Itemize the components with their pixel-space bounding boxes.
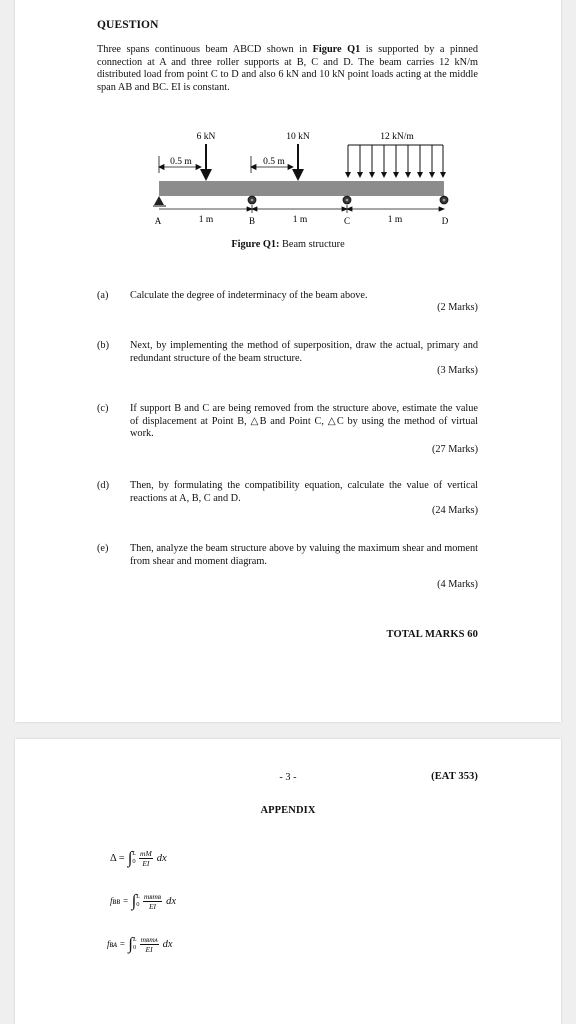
formula-1-numerator: mM (140, 848, 152, 858)
formula-1-lhs: Δ = (110, 852, 125, 864)
load-10kn-label: 10 kN (286, 132, 310, 142)
question-b-text: Next, by implementing the method of superposition, draw the actual, primary and redundant structure of the beam structure. (130, 340, 478, 364)
roller-support-d (440, 196, 448, 204)
formula-1-denominator: EI (142, 858, 150, 868)
page-2 (15, 739, 561, 1024)
formula-3-lhs: fʙᴀ = (107, 939, 126, 949)
formula-2-dx: dx (166, 895, 177, 907)
question-a-text: Calculate the degree of indeterminacy of the beam above. (130, 290, 368, 301)
figure-caption-text: Beam structure (279, 239, 345, 250)
integral-sign-icon: ∫ (128, 934, 133, 953)
formula-2-lower-limit: 0 (136, 901, 140, 908)
formula-1-integral (128, 848, 167, 868)
formula-1-lower-limit: 0 (132, 858, 136, 865)
roller-support-c (343, 196, 351, 204)
formula-2-integral (132, 891, 177, 911)
figure-caption (15, 239, 561, 250)
formula-3-lower-limit: 0 (132, 944, 137, 951)
load-6kn-label: 6 kN (196, 132, 216, 142)
formula-2-upper-limit: L (136, 893, 140, 900)
question-c-letter: (c) (97, 403, 109, 414)
formula-3-numerator: mʙmᴀ (140, 934, 158, 944)
span-dimension-line (159, 205, 444, 213)
figure-reference: Figure Q1 (312, 44, 361, 55)
question-e-text: Then, analyze the beam structure above by valuing the maximum shear and moment from shear and moment diagram. (130, 543, 478, 567)
question-c-marks: (27 Marks) (431, 444, 478, 455)
formula-1-dx: dx (156, 852, 167, 864)
page-1 (15, 0, 561, 722)
span-bc-label: 1 m (292, 215, 308, 225)
formula-2-numerator: mʙmʙ (143, 891, 162, 901)
question-b-marks: (3 Marks) (437, 365, 478, 376)
point-a-label: A (154, 216, 162, 226)
beam-figure (15, 125, 561, 230)
figure-caption-label: Figure Q1: (231, 239, 280, 250)
question-a-letter: (a) (97, 290, 109, 301)
point-d-label: D (441, 216, 449, 226)
point-b-label: B (248, 216, 256, 226)
problem-statement (97, 44, 478, 94)
problem-text-start: Three spans continuous beam ABCD shown in (97, 44, 313, 55)
formula-1-upper-limit: L (132, 850, 137, 857)
dimension-mid-label: 0.5 m (263, 157, 285, 167)
udl-label: 12 kN/m (380, 132, 414, 142)
integral-sign-icon: ∫ (131, 891, 137, 910)
dimension-left-label: 0.5 m (170, 157, 192, 167)
formula-fbb (110, 886, 176, 916)
course-code: (EAT 353) (431, 771, 478, 782)
formula-fba (107, 929, 173, 959)
question-b-letter: (b) (97, 340, 110, 351)
problem-text-end: is supported by a pinned connection at A and three roller supports at B, C and D. The beam carries 12 kN/m distributed load from point C to D and also 6 kN and 10 kN point loads acting at the middle span AB and BC. EI is constant. (97, 44, 479, 93)
question-heading: QUESTION (97, 19, 159, 31)
formula-3-upper-limit: L (132, 936, 137, 943)
beam (159, 181, 444, 196)
total-marks: TOTAL MARKS 60 (386, 629, 478, 640)
pin-support-a (153, 196, 166, 206)
question-d-letter: (d) (97, 480, 110, 491)
roller-support-b (248, 196, 256, 204)
span-cd-label: 1 m (387, 215, 403, 225)
formula-2-lhs: fʙʙ = (110, 896, 129, 906)
appendix-heading: APPENDIX (260, 805, 316, 816)
question-e-marks: (4 Marks) (437, 579, 478, 590)
question-e-letter: (e) (97, 543, 109, 554)
integral-sign-icon: ∫ (127, 848, 133, 867)
point-c-label: C (343, 216, 351, 226)
span-ab-label: 1 m (198, 215, 214, 225)
page-number: - 3 - (279, 772, 297, 783)
question-a-marks: (2 Marks) (437, 302, 478, 313)
formula-3-dx: dx (162, 938, 173, 950)
question-d-marks: (24 Marks) (431, 505, 478, 516)
udl-arrows (348, 145, 443, 177)
formula-displacement (110, 843, 167, 873)
formula-3-denominator: EI (145, 944, 153, 954)
formula-2-denominator: EI (148, 901, 157, 911)
formula-3-integral (128, 934, 172, 954)
question-c-text: If support B and C are being removed from the structure above, estimate the value of displacement at Point B, △B and Point C, △C by using the method of virtual work. (130, 403, 478, 440)
question-d-text: Then, by formulating the compatibility equation, calculate the value of vertical reactions at A, B, C and D. (130, 480, 478, 504)
